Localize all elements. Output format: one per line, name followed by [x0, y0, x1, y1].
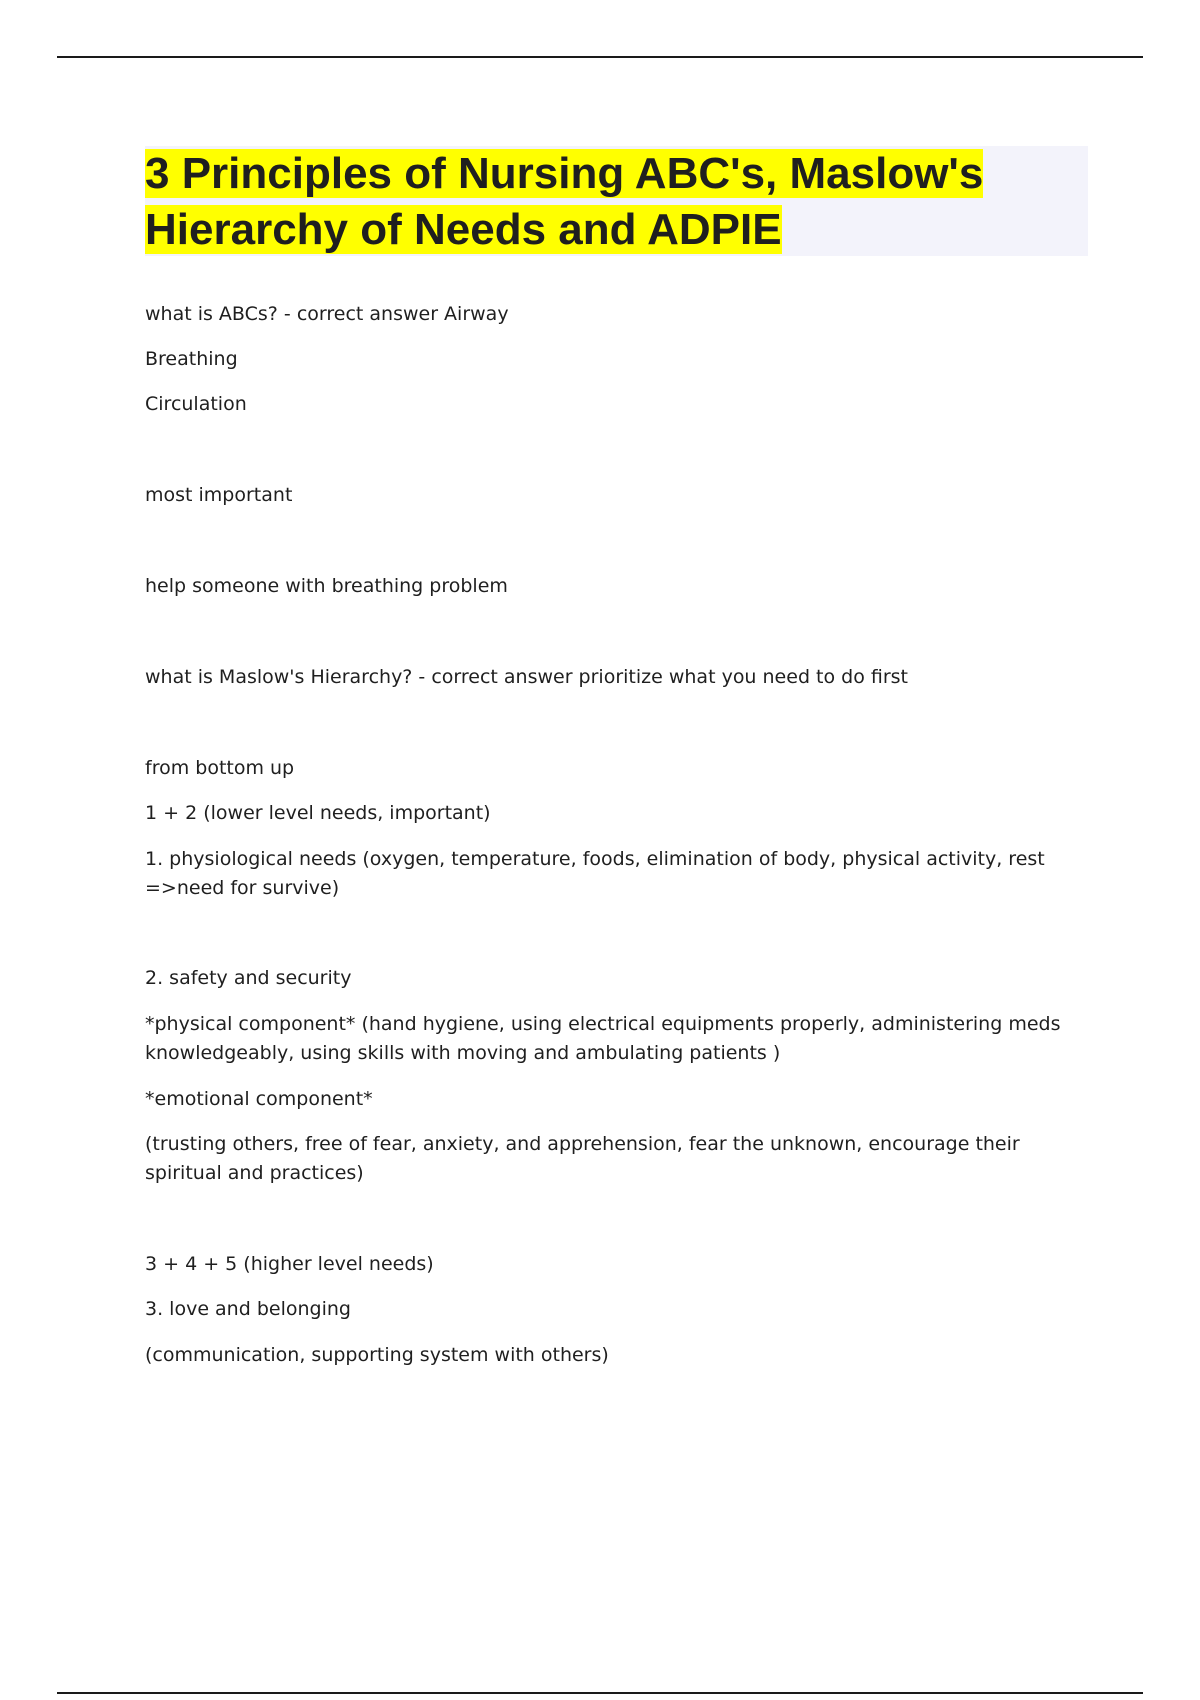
paragraph: from bottom up [145, 757, 295, 779]
paragraph: 3. love and belonging [145, 1298, 351, 1320]
paragraph: (trusting others, free of fear, anxiety, and apprehension, fear the unknown, encourage their spiritual and practices) [145, 1133, 1020, 1184]
paragraph: 1. physiological needs (oxygen, temperature, foods, elimination of body, physical activity, rest =>need for survive) [145, 848, 1045, 899]
paragraph: *emotional component* [145, 1088, 373, 1110]
paragraph: (communication, supporting system with others) [145, 1344, 609, 1366]
paragraph: Breathing [145, 348, 238, 370]
bottom-rule [57, 1692, 1143, 1694]
paragraph: most important [145, 484, 293, 506]
paragraph: 3 + 4 + 5 (higher level needs) [145, 1253, 434, 1275]
paragraph: help someone with breathing problem [145, 575, 508, 597]
title-highlight: 3 Principles of Nursing ABC's, Maslow's Hierarchy of Needs and ADPIE [145, 149, 984, 254]
paragraph: what is Maslow's Hierarchy? - correct answer prioritize what you need to do first [145, 666, 909, 688]
paragraph: what is ABCs? - correct answer Airway [145, 303, 509, 325]
paragraph: 2. safety and security [145, 967, 352, 989]
paragraph: Circulation [145, 393, 247, 415]
paragraph: 1 + 2 (lower level needs, important) [145, 802, 491, 824]
paragraph: *physical component* (hand hygiene, using electrical equipments properly, administering meds knowledgeably, using skills with moving and ambulating patients ) [145, 1013, 1061, 1064]
top-rule [57, 56, 1143, 58]
document-title [145, 146, 1088, 258]
title-block [145, 146, 1088, 256]
